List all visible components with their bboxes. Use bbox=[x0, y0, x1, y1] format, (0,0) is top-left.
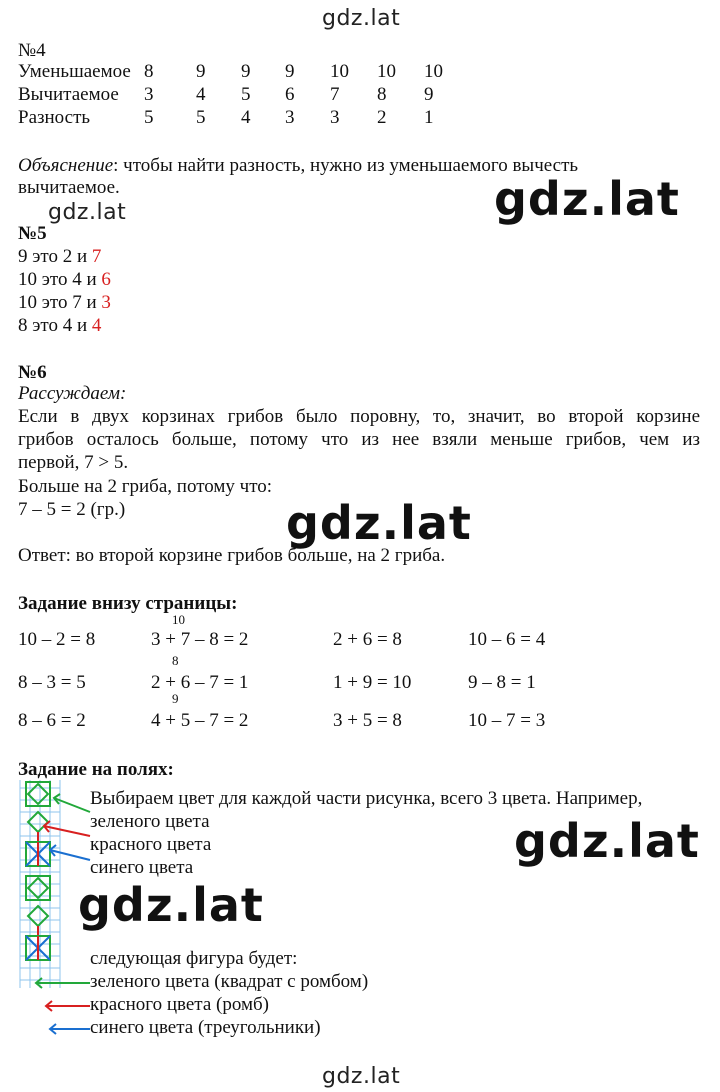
task4-cell: 8 bbox=[144, 61, 154, 82]
bottom-task-expression: 3 + 5 = 8 bbox=[333, 710, 402, 731]
arrow-green-top bbox=[54, 794, 90, 812]
explanation-label: Объяснение bbox=[18, 155, 114, 176]
task5-answer: 3 bbox=[101, 292, 111, 313]
task4-cell: 5 bbox=[144, 107, 154, 128]
task4-heading: №4 bbox=[18, 40, 46, 61]
task5-line-text: 10 это 4 и bbox=[18, 269, 102, 290]
bottom-task-expression: 2 + 6 = 8 bbox=[333, 629, 402, 650]
watermark-top: gdz.lat bbox=[322, 6, 401, 31]
bottom-task-expression: 4 + 5 – 7 = 2 bbox=[151, 710, 249, 731]
task4-explanation-cont: вычитаемое. bbox=[18, 177, 120, 198]
bottom-task-expression: 10 – 7 = 3 bbox=[468, 710, 546, 731]
task5-line bbox=[18, 269, 111, 291]
watermark-big-3: gdz.lat bbox=[514, 814, 700, 868]
bottom-task-expression: 10 – 6 = 4 bbox=[468, 629, 546, 650]
margin-line1: Выбираем цвет для каждой части рисунка, всего 3 цвета. Например, bbox=[90, 788, 643, 809]
task4-explanation bbox=[18, 155, 578, 177]
margin-task-heading: Задание на полях: bbox=[18, 759, 174, 780]
task6-line5: 7 – 5 = 2 (гр.) bbox=[18, 499, 126, 520]
task6-heading: №6 bbox=[18, 362, 47, 383]
task5-line-text: 10 это 7 и bbox=[18, 292, 102, 313]
task4-cell: 4 bbox=[196, 84, 206, 105]
explanation-text: : чтобы найти разность, нужно из уменьшаемого вычесть bbox=[113, 155, 579, 176]
pattern-figure bbox=[14, 778, 94, 1050]
task5-answer: 7 bbox=[91, 246, 102, 267]
arrow-red-top bbox=[44, 821, 90, 836]
task6-line1: Если в двух корзинах грибов было поровну, то, значит, во второй корзине bbox=[18, 406, 700, 427]
task5-line-text: 8 это 4 и bbox=[18, 315, 92, 336]
bottom-task-expression: 8 – 6 = 2 bbox=[18, 710, 86, 731]
task5-answer: 4 bbox=[91, 315, 102, 336]
bottom-task-intermediate: 8 bbox=[172, 653, 179, 668]
watermark-big-1: gdz.lat bbox=[494, 172, 680, 226]
task6-answer: Ответ: во второй корзине грибов больше, на 2 гриба. bbox=[18, 545, 446, 566]
margin-line8: синего цвета (треугольники) bbox=[90, 1017, 321, 1038]
task5-heading: №5 bbox=[18, 223, 47, 244]
bottom-task-expression: 2 + 6 – 7 = 1 bbox=[151, 672, 249, 693]
task6-reasoning: Рассуждаем: bbox=[18, 383, 127, 404]
bottom-task-expression: 10 – 2 = 8 bbox=[18, 629, 96, 650]
task4-cell: 9 bbox=[196, 61, 206, 82]
bottom-task-expression: 3 + 7 – 8 = 2 bbox=[151, 629, 249, 650]
task4-cell: 9 bbox=[285, 61, 295, 82]
arrow-blue-top bbox=[50, 845, 90, 860]
task6-line2: грибов осталось больше, потому что из нее взяли меньше грибов, чем из bbox=[18, 429, 700, 450]
watermark-big-4: gdz.lat bbox=[78, 878, 264, 932]
task6-line3: первой, 7 > 5. bbox=[18, 452, 129, 473]
watermark-small: gdz.lat bbox=[48, 200, 127, 225]
bottom-task-expression: 8 – 3 = 5 bbox=[18, 672, 86, 693]
task4-cell: 9 bbox=[424, 84, 434, 105]
margin-line4: синего цвета bbox=[90, 857, 194, 878]
task4-cell: 7 bbox=[330, 84, 340, 105]
task4-cell: 9 bbox=[241, 61, 251, 82]
task4-cell: 3 bbox=[330, 107, 340, 128]
task4-cell: 10 bbox=[377, 61, 396, 82]
task4-cell: 5 bbox=[241, 84, 251, 105]
margin-line2: зеленого цвета bbox=[90, 811, 210, 832]
bottom-task-intermediate: 9 bbox=[172, 691, 179, 706]
margin-line5: следующая фигура будет: bbox=[90, 948, 298, 969]
margin-line3: красного цвета bbox=[90, 834, 212, 855]
watermark-bottom: gdz.lat bbox=[322, 1064, 401, 1089]
task5-line bbox=[18, 246, 101, 268]
task4-row-label: Разность bbox=[18, 107, 91, 128]
arrow-blue-bottom bbox=[50, 1024, 90, 1034]
margin-line7: красного цвета (ромб) bbox=[90, 994, 269, 1015]
task4-cell: 10 bbox=[424, 61, 443, 82]
bottom-task-heading: Задание внизу страницы: bbox=[18, 593, 238, 614]
task4-cell: 1 bbox=[424, 107, 434, 128]
bottom-task-expression: 9 – 8 = 1 bbox=[468, 672, 536, 693]
watermark-big-2: gdz.lat bbox=[286, 496, 472, 550]
task5-line bbox=[18, 292, 111, 314]
task5-line bbox=[18, 315, 101, 337]
task4-cell: 6 bbox=[285, 84, 295, 105]
task4-row-label: Уменьшаемое bbox=[18, 61, 131, 82]
task4-cell: 5 bbox=[196, 107, 206, 128]
task4-cell: 3 bbox=[144, 84, 154, 105]
task4-cell: 4 bbox=[241, 107, 251, 128]
task4-cell: 8 bbox=[377, 84, 387, 105]
bottom-task-intermediate: 10 bbox=[172, 612, 185, 627]
arrow-red-bottom bbox=[46, 1001, 90, 1011]
task5-line-text: 9 это 2 и bbox=[18, 246, 92, 267]
task4-row-label: Вычитаемое bbox=[18, 84, 119, 105]
task4-cell: 3 bbox=[285, 107, 295, 128]
task5-answer: 6 bbox=[101, 269, 111, 290]
margin-line6: зеленого цвета (квадрат с ромбом) bbox=[90, 971, 369, 992]
task4-cell: 2 bbox=[377, 107, 387, 128]
bottom-task-expression: 1 + 9 = 10 bbox=[333, 672, 412, 693]
task4-cell: 10 bbox=[330, 61, 349, 82]
task6-line4: Больше на 2 гриба, потому что: bbox=[18, 476, 273, 497]
